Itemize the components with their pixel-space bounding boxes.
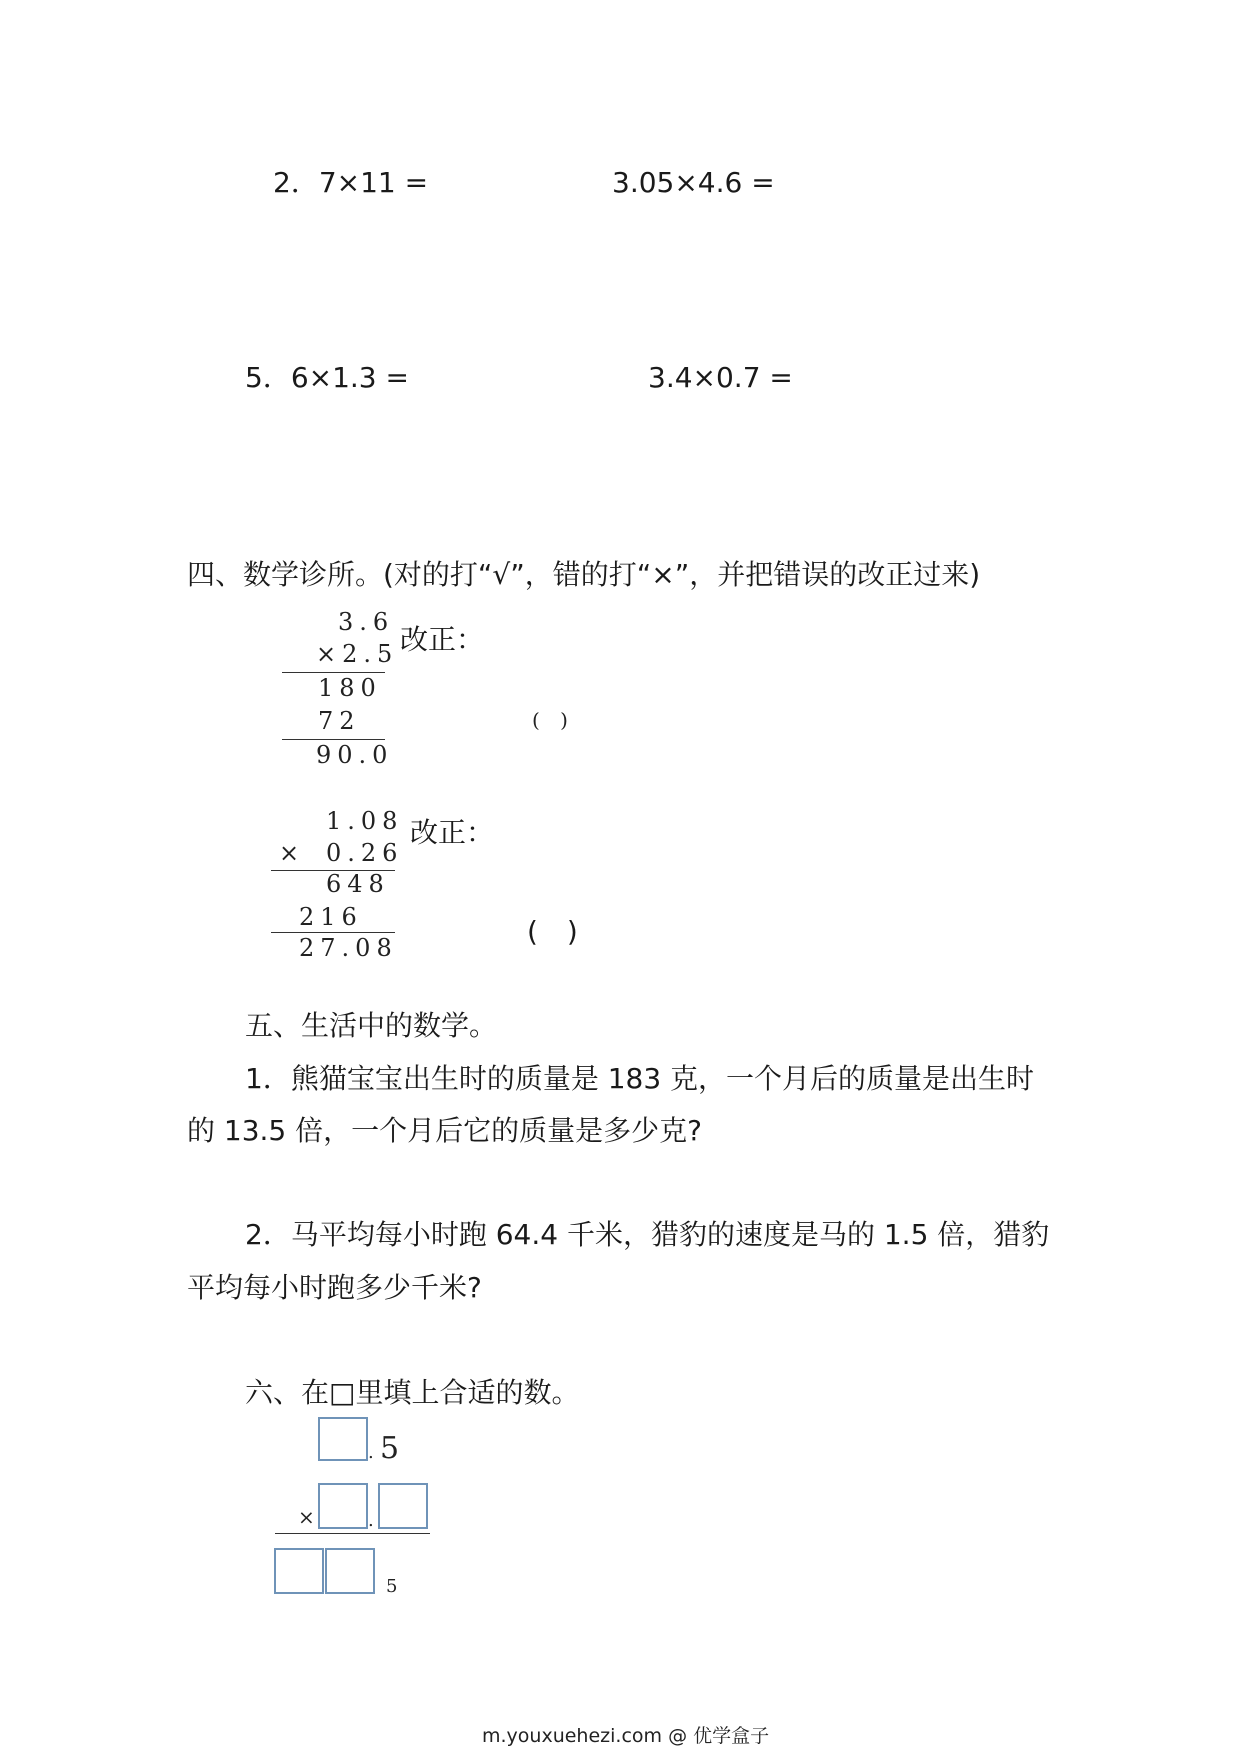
p2-line1: 1.08 (326, 807, 404, 835)
p1-line1: 3.6 (338, 608, 395, 636)
p2-judge-bracket: ( ) (527, 915, 578, 948)
p1-line4: 72 (318, 707, 361, 735)
q1-line2: 的 13.5 倍，一个月后它的质量是多少克? (187, 1114, 703, 1147)
bottom-digit: 5 (386, 1576, 398, 1597)
calc-2-right: 3.05×4.6 = (612, 166, 775, 199)
calc-2-left: 2．7×11 = (273, 166, 429, 199)
p2-correct-label: 改正： (410, 816, 495, 849)
calc-5-left: 5．6×1.3 = (245, 361, 409, 394)
calc-5-right: 3.4×0.7 = (648, 361, 793, 394)
p2-line5: 27.08 (299, 934, 398, 962)
q1-line1: 1．熊猫宝宝出生时的质量是 183 克，一个月后的质量是出生时 (245, 1062, 1035, 1095)
blank-box-3[interactable] (378, 1483, 428, 1529)
footer-watermark: m.youxuehezi.com @ 优学盒子 (482, 1725, 770, 1747)
p2-times: × (279, 839, 306, 867)
p1-line5: 90.0 (316, 741, 394, 769)
q2-line2: 平均每小时跑多少千米? (187, 1271, 482, 1304)
blank-box-5[interactable] (325, 1548, 375, 1594)
p2-line4: 216 (299, 903, 363, 931)
times-sign: × (298, 1505, 315, 1529)
section5-title: 五、生活中的数学。 (245, 1009, 498, 1042)
p1-correct-label: 改正： (400, 623, 485, 656)
p1-judge-bracket: ( ) (532, 708, 568, 732)
product-rule (275, 1533, 430, 1534)
q2-line1: 2．马平均每小时跑 64.4 千米，猎豹的速度是马的 1.5 倍，猎豹 (245, 1218, 1050, 1251)
top-digit: 5 (380, 1431, 400, 1466)
p2-line3: 648 (326, 870, 390, 898)
section6-title: 六、在□里填上合适的数。 (245, 1376, 580, 1409)
p1-line2: ×2.5 (316, 640, 399, 668)
dot-1: . (368, 1442, 374, 1463)
dot-2: . (368, 1510, 374, 1531)
p2-line2: 0.26 (326, 839, 404, 867)
blank-box-1[interactable] (318, 1417, 368, 1461)
blank-box-2[interactable] (318, 1483, 368, 1529)
blank-box-4[interactable] (274, 1548, 324, 1594)
section4-title: 四、数学诊所。(对的打“√”，错的打“×”，并把错误的改正过来) (187, 558, 981, 591)
p1-line3: 180 (318, 674, 382, 702)
